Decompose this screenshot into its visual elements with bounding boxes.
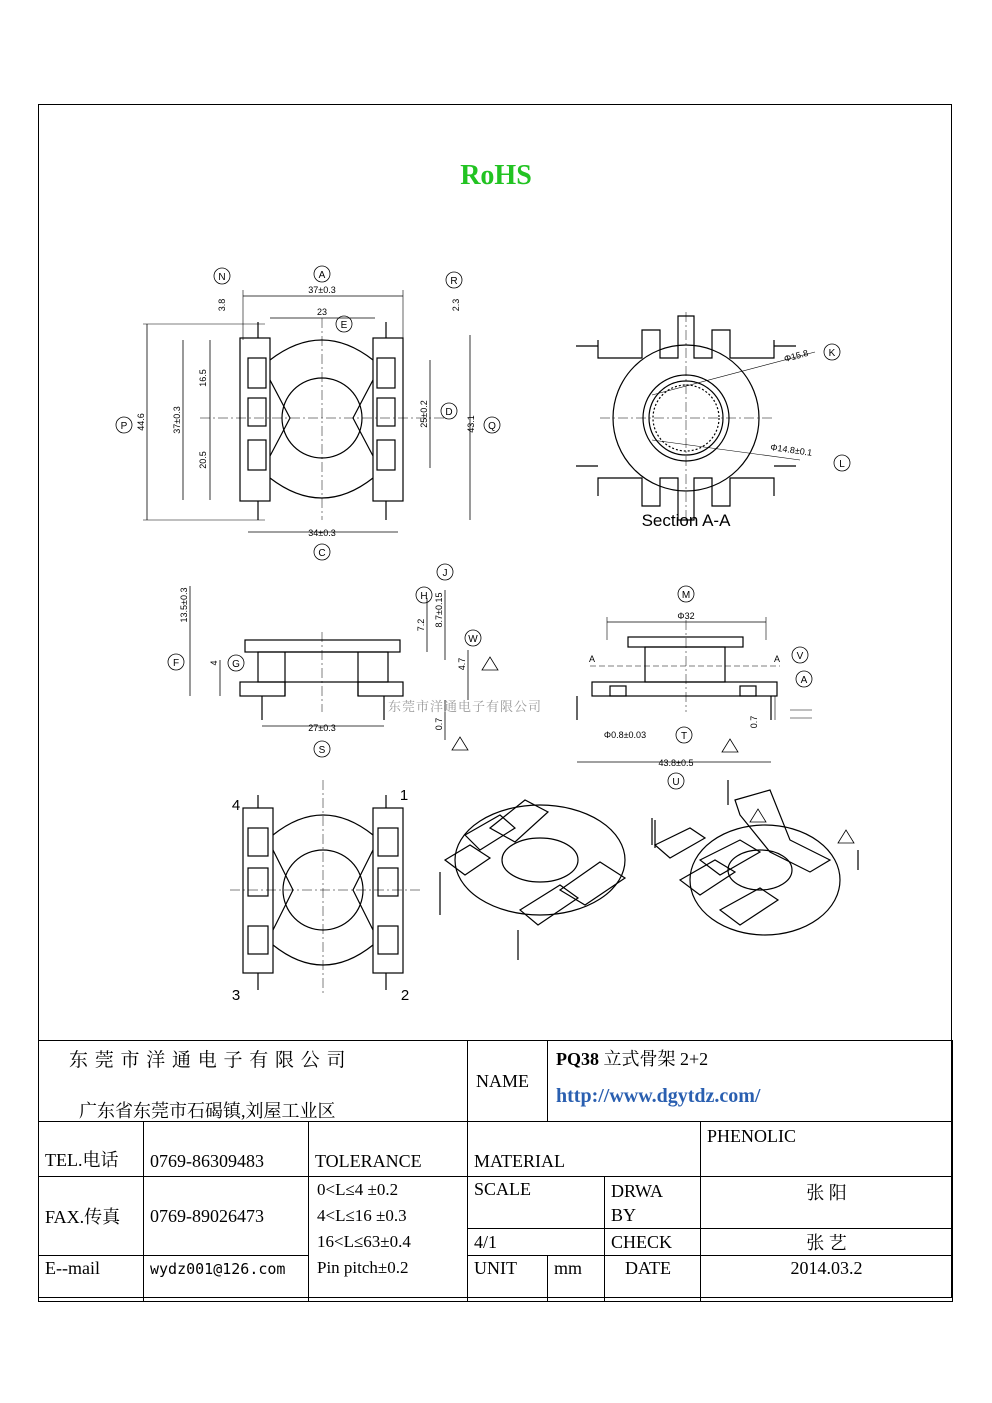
dim-43-1: 43.1 <box>466 415 476 433</box>
callout-m: M <box>681 590 691 601</box>
dim-43-8: 43.8±0.5 <box>658 758 694 768</box>
drawn-label-line-1: DRWA <box>611 1181 664 1201</box>
callout-k: K <box>828 348 836 359</box>
date-value: 2014.03.2 <box>701 1256 953 1302</box>
dim-27: 27±0.3 <box>308 723 336 733</box>
drawn-label-line-2: BY <box>611 1205 637 1225</box>
title-block <box>38 1040 953 1302</box>
dim-23: 23 <box>316 307 328 317</box>
callout-t: T <box>680 731 688 742</box>
dim-2-3: 2.3 <box>451 298 461 312</box>
tolerance-label: TOLERANCE <box>309 1122 468 1177</box>
callout-l: L <box>839 459 845 470</box>
bottom-view <box>230 780 420 1004</box>
section-title: Section A-A <box>641 511 731 530</box>
date-label: DATE <box>605 1256 701 1302</box>
material-label: MATERIAL <box>468 1122 701 1177</box>
fax-label: FAX.传真 <box>39 1177 144 1256</box>
rohs-heading: RoHS <box>460 160 532 191</box>
callout-s: S <box>318 745 326 756</box>
dim-44-6: 44.6 <box>136 413 146 431</box>
dim-4-7: 4.7 <box>457 657 467 671</box>
front-view <box>577 586 812 789</box>
dim-phi-0-8: Φ0.8±0.03 <box>603 730 647 740</box>
callout-j: J <box>442 568 448 579</box>
dim-phi-15-8: Φ15.8 <box>782 347 810 364</box>
callout-c: C <box>318 548 326 559</box>
scale-value: 4/1 <box>468 1229 605 1256</box>
checked-by-value: 张 艺 <box>701 1229 953 1256</box>
section-mark-a-left: A <box>588 654 596 664</box>
callout-p: P <box>120 421 128 432</box>
website-link[interactable]: http://www.dgytdz.com/ <box>556 1085 761 1107</box>
tolerance-row-3: 16<L≤63±0.4 <box>317 1232 411 1251</box>
isometric-view-left <box>440 800 652 960</box>
dim-3-8: 3.8 <box>217 298 227 312</box>
dim-0-7-side: 0.7 <box>434 717 444 731</box>
tel-label: TEL.电话 <box>39 1122 144 1177</box>
drawn-by-label <box>605 1177 701 1229</box>
material-value: PHENOLIC <box>701 1122 953 1177</box>
callout-q: Q <box>488 421 496 432</box>
dim-34: 34±0.3 <box>308 528 336 538</box>
pin-4-label: 4 <box>231 797 241 814</box>
dim-37-side: 37±0.3 <box>172 406 182 434</box>
tolerance-values <box>309 1177 468 1302</box>
email-value: wydz001@126.com <box>144 1256 309 1302</box>
pin-1-label: 1 <box>399 787 409 804</box>
section-view <box>576 312 850 530</box>
callout-h: H <box>420 591 428 602</box>
dim-4: 4 <box>209 660 219 666</box>
dim-7-2: 7.2 <box>416 618 426 632</box>
dim-8-7: 8.7±0.15 <box>434 592 444 628</box>
callout-w: W <box>468 634 478 645</box>
callout-d: D <box>445 407 453 418</box>
scale-label: SCALE <box>468 1177 605 1229</box>
callout-f: F <box>172 658 180 669</box>
tolerance-row-1: 0<L≤4 ±0.2 <box>317 1180 399 1199</box>
drawn-by-value: 张 阳 <box>701 1177 953 1229</box>
side-view <box>168 564 498 757</box>
company-address: 广东省东莞市石碣镇,刘屋工业区 <box>79 1101 336 1121</box>
callout-u: U <box>672 777 680 788</box>
part-description: 立式骨架 2+2 <box>603 1049 709 1069</box>
fax-value: 0769-89026473 <box>144 1177 309 1256</box>
section-mark-a-right: A <box>773 654 781 664</box>
name-label: NAME <box>468 1041 548 1122</box>
dim-16-5: 16.5 <box>198 369 208 387</box>
tolerance-row-4: Pin pitch±0.2 <box>317 1258 409 1277</box>
dim-13-5: 13.5±0.3 <box>179 587 189 623</box>
unit-label: UNIT <box>468 1256 548 1302</box>
callout-g: G <box>232 659 240 670</box>
check-label: CHECK <box>605 1229 701 1256</box>
dim-37-top: 37±0.3 <box>308 285 336 295</box>
callout-n: N <box>218 272 226 283</box>
callout-v: V <box>796 651 804 662</box>
tolerance-row-2: 4<L≤16 ±0.3 <box>317 1206 407 1225</box>
callout-e: E <box>340 320 348 331</box>
email-label: E--mail <box>39 1256 144 1302</box>
dim-0-7-front: 0.7 <box>749 715 759 729</box>
pin-3-label: 3 <box>231 987 241 1004</box>
unit-value: mm <box>548 1256 605 1302</box>
dim-phi-32: Φ32 <box>677 611 695 621</box>
callout-a: A <box>318 270 326 281</box>
dim-phi-14-8: Φ14.8±0.1 <box>769 442 813 458</box>
tel-value: 0769-86309483 <box>144 1122 309 1177</box>
company-name: 东 莞 市 洋 通 电 子 有 限 公 司 <box>69 1050 347 1071</box>
top-view <box>116 266 500 560</box>
isometric-view-right <box>655 780 858 935</box>
callout-r: R <box>450 276 458 287</box>
dim-20-5: 20.5 <box>198 451 208 469</box>
part-code: PQ38 <box>556 1049 600 1069</box>
dim-25: 25±0.2 <box>419 400 429 428</box>
callout-a-front: A <box>800 675 808 686</box>
watermark: 东莞市洋通电子有限公司 <box>388 700 543 715</box>
pin-2-label: 2 <box>400 987 410 1004</box>
